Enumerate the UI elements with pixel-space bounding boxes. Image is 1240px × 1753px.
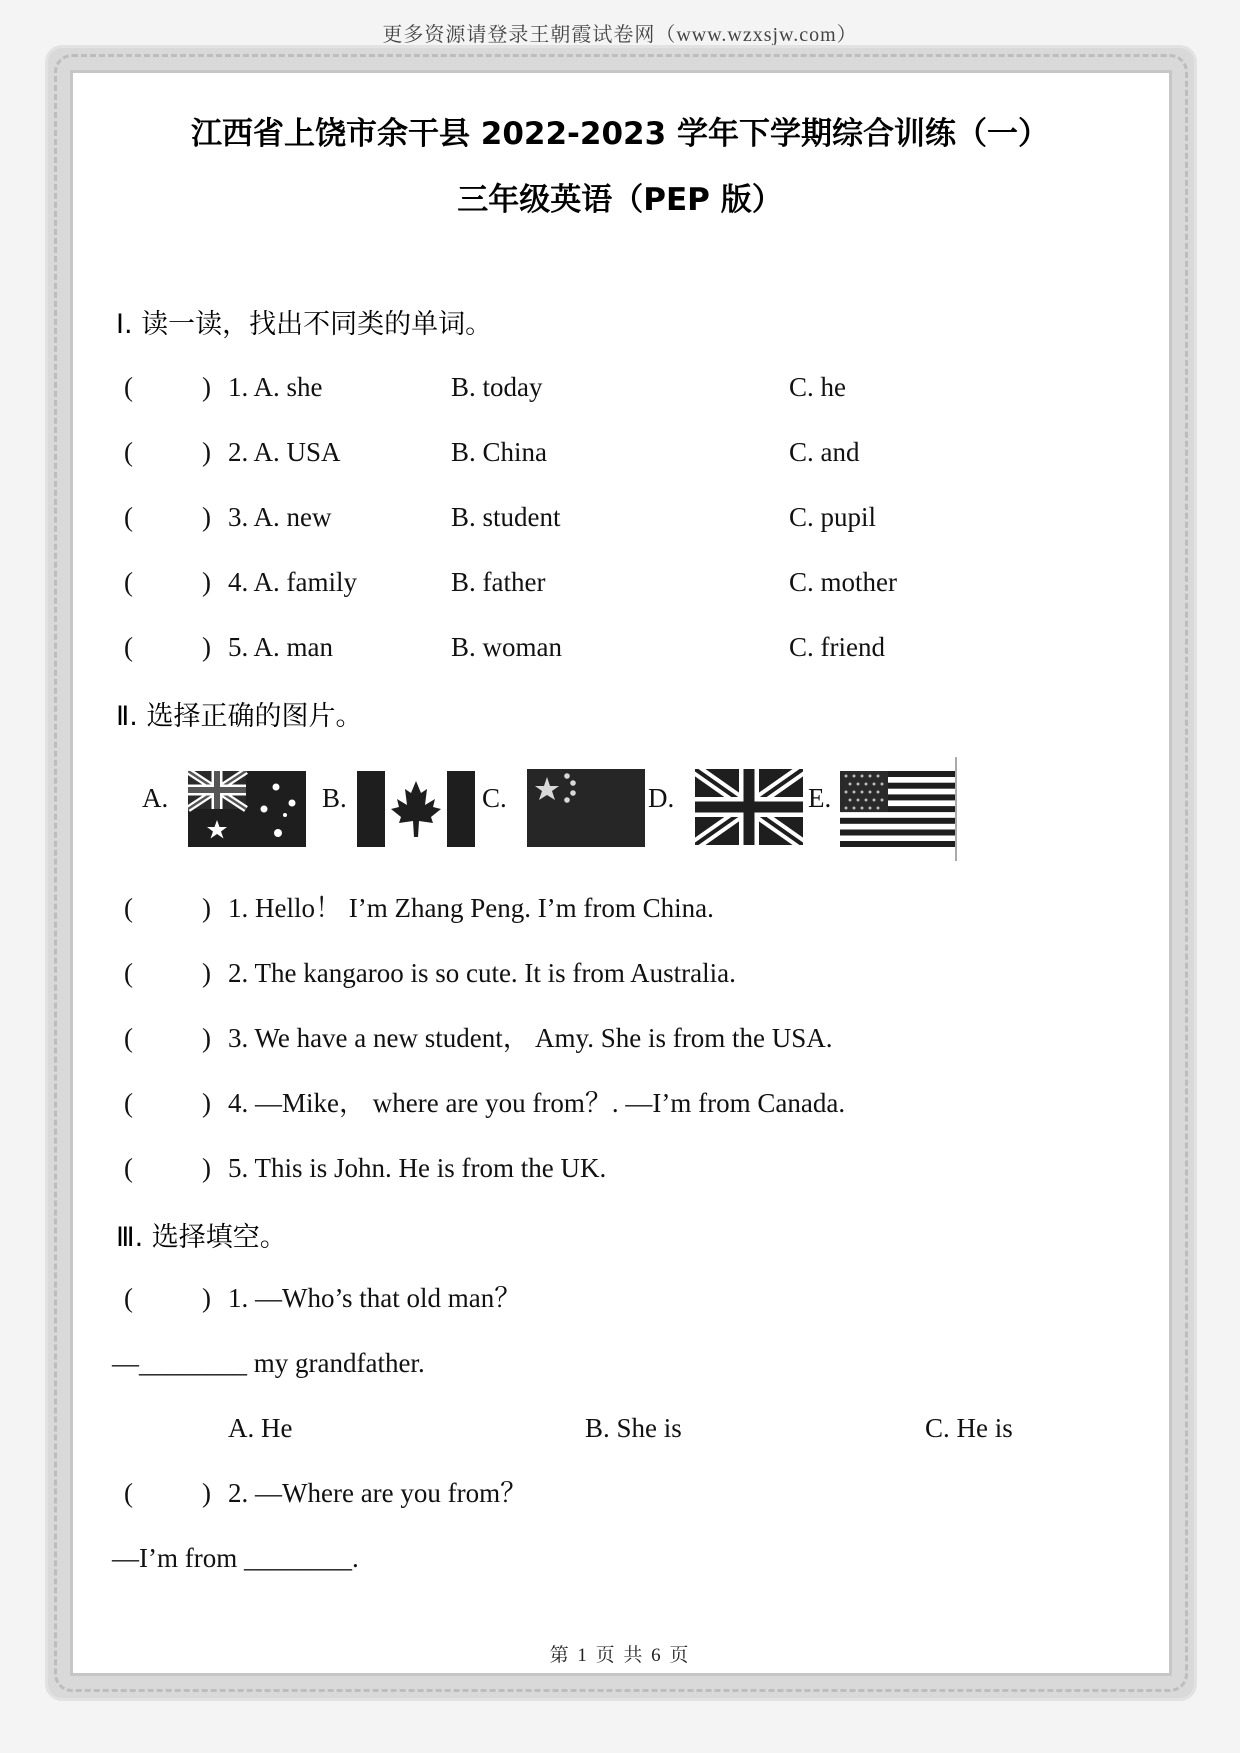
answer-paren-open: (	[124, 567, 133, 597]
section-2-question	[0, 1018, 1240, 1058]
option-a: A. He	[228, 1413, 293, 1443]
section-2-question	[0, 888, 1240, 928]
page-number-footer: 第 1 页 共 6 页	[549, 1645, 691, 1666]
question-text: 2. —Where are you from？	[228, 1478, 528, 1508]
exam-title: 江西省上饶市余干县 2022-2023 学年下学期综合训练（一）	[190, 116, 1049, 152]
answer-paren-open: (	[124, 502, 133, 532]
section-1-question	[0, 562, 1240, 602]
section-1-question	[0, 432, 1240, 472]
answer-paren-open: (	[124, 1023, 133, 1053]
australia-flag-icon	[188, 771, 306, 847]
answer-paren-close: )	[202, 1153, 211, 1183]
china-flag-icon	[527, 769, 645, 847]
flag-label-c: C.	[482, 783, 507, 813]
answer-paren-close: )	[202, 1283, 211, 1313]
section-2-question	[0, 953, 1240, 993]
answer-paren-open: (	[124, 372, 133, 402]
answer-options	[0, 1408, 1240, 1448]
answer-paren-open: (	[124, 958, 133, 988]
option-b: B. She is	[585, 1413, 682, 1443]
section-1-question	[0, 497, 1240, 537]
option-a: 2. A. USA	[228, 437, 341, 467]
option-c: C. pupil	[789, 502, 877, 532]
answer-paren-close: )	[202, 1088, 211, 1118]
flag-label-b: B.	[322, 783, 347, 813]
question-text: 1. Hello！ I’m Zhang Peng. I’m from China.	[228, 893, 714, 923]
section-1-question	[0, 367, 1240, 407]
answer-paren-open: (	[124, 893, 133, 923]
flag-label-a: A.	[142, 783, 169, 813]
answer-paren-close: )	[202, 893, 211, 923]
answer-paren-open: (	[124, 1478, 133, 1508]
option-b: B. today	[451, 372, 543, 402]
option-a: 4. A. family	[228, 567, 357, 597]
flag-picture-row	[0, 755, 1240, 855]
answer-blank-line	[0, 1538, 1240, 1578]
answer-paren-close: )	[202, 1478, 211, 1508]
answer-paren-close: )	[202, 372, 211, 402]
section-2-question	[0, 1148, 1240, 1188]
option-c: C. and	[789, 437, 860, 467]
option-a: 3. A. new	[228, 502, 332, 532]
answer-paren-open: (	[124, 632, 133, 662]
answer-line-text: —I’m from ________.	[112, 1543, 359, 1573]
answer-paren-open: (	[124, 1283, 133, 1313]
section-3-question-1	[0, 1278, 1240, 1318]
option-a: 1. A. she	[228, 372, 323, 402]
answer-paren-close: )	[202, 437, 211, 467]
answer-paren-close: )	[202, 958, 211, 988]
option-b: B. father	[451, 567, 546, 597]
option-b: B. woman	[451, 632, 562, 662]
section-2-question	[0, 1083, 1240, 1123]
answer-paren-open: (	[124, 1153, 133, 1183]
answer-paren-close: )	[202, 632, 211, 662]
usa-flag-icon	[840, 771, 956, 847]
page-border-frame	[48, 48, 1194, 1698]
section-3-heading: Ⅲ. 选择填空。	[116, 1222, 287, 1253]
watermark-header: 更多资源请登录王朝霞试卷网（www.wzxsjw.com）	[382, 24, 858, 46]
flag-label-e: E.	[808, 783, 832, 813]
question-text: 1. —Who’s that old man？	[228, 1283, 522, 1313]
answer-paren-open: (	[124, 437, 133, 467]
section-2-heading: Ⅱ. 选择正确的图片。	[116, 701, 363, 732]
flag-label-d: D.	[648, 783, 675, 813]
question-text: 3. We have a new student， Amy. She is from the USA.	[228, 1023, 833, 1053]
section-3-question-2	[0, 1473, 1240, 1513]
answer-blank-line	[0, 1343, 1240, 1383]
question-text: 2. The kangaroo is so cute. It is from Australia.	[228, 958, 736, 988]
answer-paren-close: )	[202, 1023, 211, 1053]
exam-subtitle: 三年级英语（PEP 版）	[457, 182, 783, 218]
canada-flag-icon	[357, 771, 475, 847]
option-b: B. China	[451, 437, 548, 467]
uk-flag-icon	[695, 769, 803, 845]
option-b: B. student	[451, 502, 561, 532]
section-1-question	[0, 627, 1240, 667]
option-c: C. he	[789, 372, 846, 402]
answer-paren-open: (	[124, 1088, 133, 1118]
answer-line-text: —________ my grandfather.	[112, 1348, 425, 1378]
question-text: 5. This is John. He is from the UK.	[228, 1153, 607, 1183]
option-c: C. mother	[789, 567, 897, 597]
flag-row-divider	[955, 757, 957, 861]
answer-paren-close: )	[202, 567, 211, 597]
option-c: C. He is	[925, 1413, 1013, 1443]
option-c: C. friend	[789, 632, 885, 662]
option-a: 5. A. man	[228, 632, 333, 662]
answer-paren-close: )	[202, 502, 211, 532]
section-1-heading: Ⅰ. 读一读，找出不同类的单词。	[116, 309, 493, 340]
question-text: 4. —Mike， where are you from？. —I’m from Canada.	[228, 1088, 846, 1118]
